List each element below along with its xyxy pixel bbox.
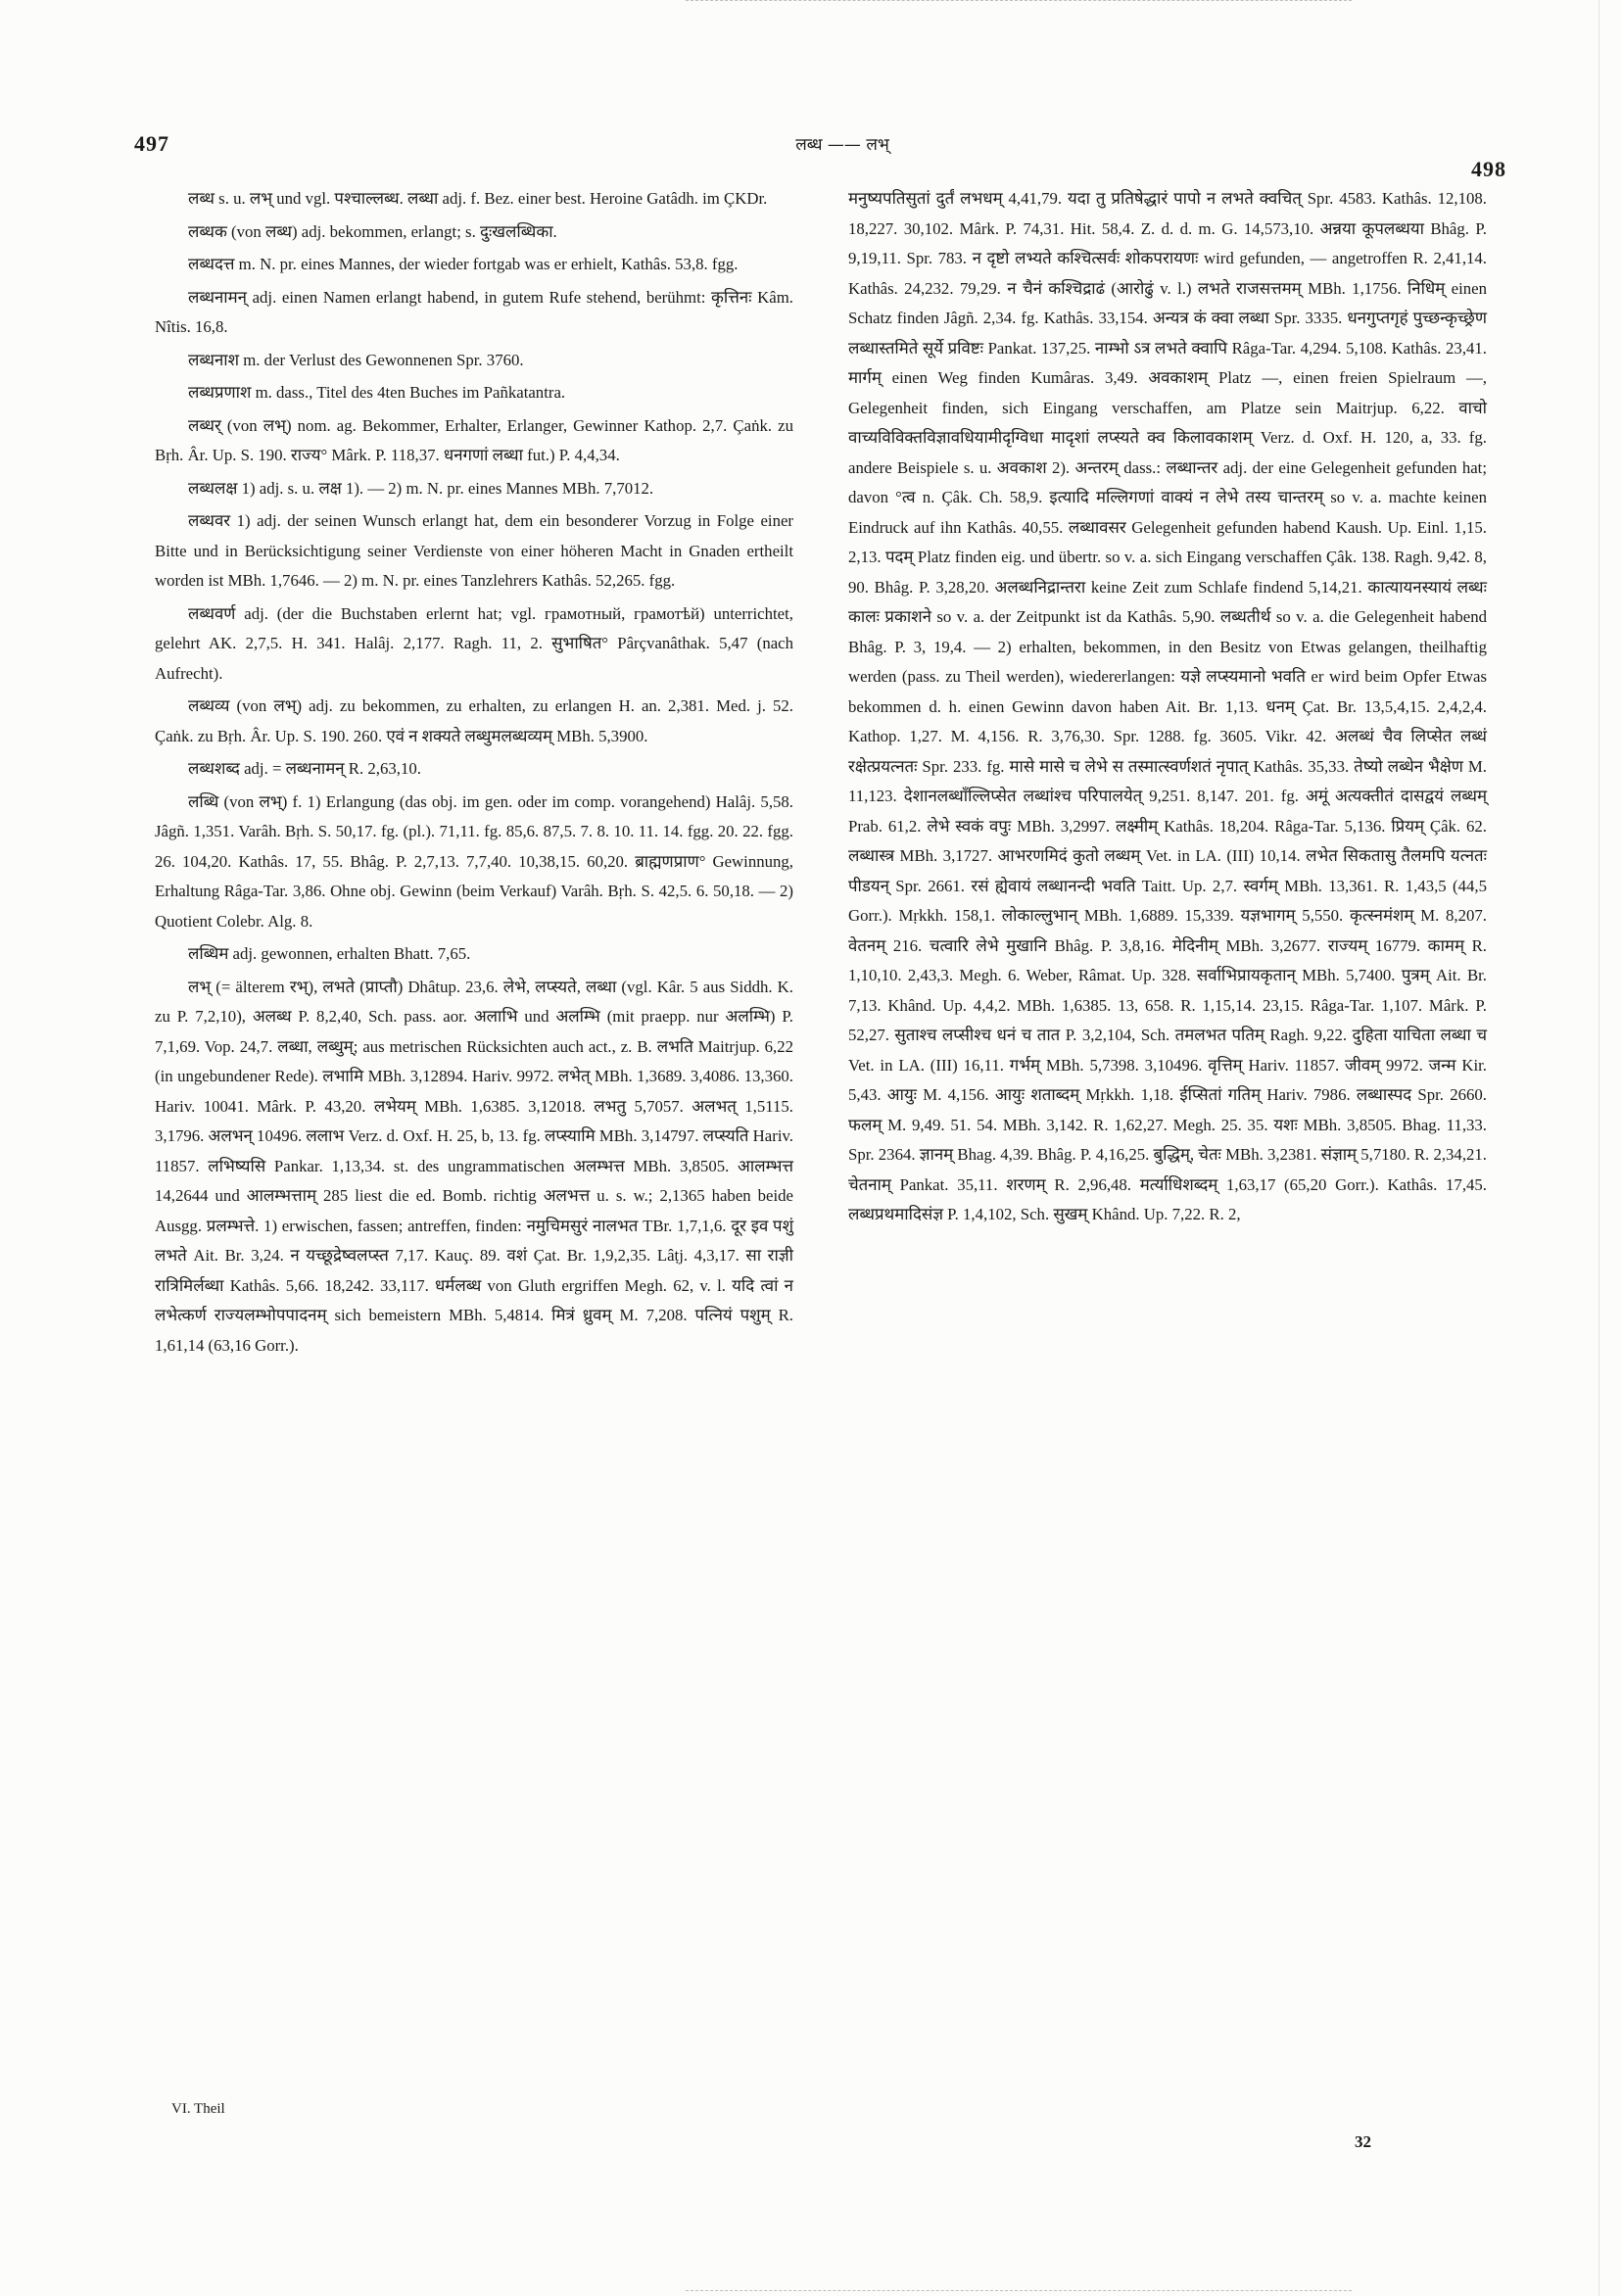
right-column [848,184,1487,1233]
entry-labdhashabda: लब्धशब्द adj. = लब्धनामन् R. 2,63,10. [188,759,421,778]
entry-labdhavarna: लब्धवर्ण adj. (der die Buchstaben erlernt hat; vgl. грамотный, грамотѣй) unterrichtet, gelehrt AK. 2,7,5. H. 341. Halâj. 2,177. Ragh. 11, 2. सुभाषित° Pârçvanâthak. 5,47 (nach Aufrecht). [155,603,793,683]
sheet-number: 32 [1355,2132,1371,2151]
right-scan-edge [1598,0,1599,2296]
entry-labh-continued: मनुष्यपतिसुतां दुर्तं लभधम् 4,41,79. यदा तु प्रतिषेद्धारं पापो न लभते क्वचित् Spr. 4583. Kathâs. 12,108. 18,227. 30,102. Mârk. P. 74,31. Hit. 58,4. Z. d. d. m. G. 14,573,10. अन्नया कूपलब्धया Bhâg. P. 9,19,11. Spr. 783. न दृष्टो लभ्यते कश्चित्सर्वः शोकपरायणः wird gefunden, — angetroffen R. 2,41,14. Kathâs. 24,232. 79,29. न चैनं कश्चिद्राढं (आरोढुं v. l.) लभते राजसत्तमम् MBh. 1,1756. निधिम् einen Schatz finden Jâgñ. 2,34. fg. Kathâs. 33,154. अन्यत्र कं क्वा लब्धा Spr. 3335. धनगुप्तगृहं पुच्छन्कृच्छ्रेण लब्धास्तमिते सूर्ये प्रविष्टः Pankat. 137,25. नाम्भो ऽत्र लभते क्वापि Râga-Tar. 4,294. 5,108. Kathâs. 23,41. मार्गम् einen Weg finden Kumâras. 3,49. अवकाशम् Platz —, einen freien Spielraum —, Gelegenheit finden, sich Eingang verschaffen, am Platze sein Maitrjup. 6,22. वाचो वाच्यविविक्तविज्ञावधियामीदृग्विधा मादृशां लप्स्यते क्व किलावकाशम् Verz. d. Oxf. H. 120, a, 33. fg. andere Beispiele s. u. अवकाश 2). अन्तरम् dass.: लब्धान्तर adj. der eine Gelegenheit gefunden hat; davon °त्व n. Çâk. Ch. 58,9. इत्यादि मल्लिगणां वाक्यं न लेभे तस्य चान्तरम् so v. a. machte keinen Eindruck auf ihn Kathâs. 40,55. लब्धावसर Gelegenheit gefunden habend Kaush. Up. Einl. 1,15. 2,13. पदम् Platz finden eig. und übertr. so v. a. sich Eingang verschaffen Çâk. 138. Ragh. 9,42. 8, 90. Bhâg. P. 3,28,20. अलब्धनिद्रान्तरा keine Zeit zum Schlafe findend 5,14,21. कात्यायनस्यायं लब्धः कालः प्रकाशने so v. a. der Zeitpunkt ist da Kathâs. 5,90. लब्धतीर्थ so v. a. die Gelegenheit habend Bhâg. P. 3, 19,4. — 2) erhalten, bekommen, in den Besitz von Etwas gelangen, theilhaftig werden (pass. zu Theil werden), wiedererlangen: यज्ञे लप्स्यमानो भवति er wird beim Opfer Etwas bekommen d. h. einen Gewinn davon haben Ait. Br. 1,13. धनम् Çat. Br. 13,5,4,15. 2,4,2,4. Kathop. 1,27. M. 4,156. R. 3,76,30. Spr. 1288. fg. 3605. Vikr. 42. अलब्धं चैव लिप्सेत लब्धं रक्षेत्प्रयत्नतः Spr. 233. fg. मासे मासे च लेभे स तस्मात्स्वर्णशतं नृपात् Kathâs. 35,33. तेष्यो लब्धेन भैक्षेण M. 11,123. देशानलब्धाँल्लिप्सेत लब्धांश्च परिपालयेत् 9,251. 8,147. 201. fg. अमूं अत्यक्तीतं दासद्वयं लब्धम् Prab. 61,2. लेभे स्वकं वपुः MBh. 3,2997. लक्ष्मीम् Kathâs. 18,204. Râga-Tar. 5,136. प्रियम् Çâk. 62. लब्धास्त्र MBh. 3,1727. आभरणमिदं कुतो लब्धम् Vet. in LA. (III) 10,14. लभेत सिकतासु तैलमपि यत्नतः पीडयन् Spr. 2661. रसं ह्येवायं लब्धानन्दी भवति Taitt. Up. 2,7. स्वर्गम् MBh. 13,361. R. 1,43,5 (44,5 Gorr.). Mṛkkh. 158,1. लोकाल्लुभान् MBh. 1,6889. 15,339. यज्ञभागम् 5,550. कृत्स्नमंशम् M. 8,207. वेतनम् 216. चत्वारि लेभे मुखानि Bhâg. P. 3,8,16. मेदिनीम् MBh. 3,2677. राज्यम् 16779. कामम् R. 1,10,10. 2,43,3. Megh. 6. Weber, Râmat. Up. 328. सर्वाभिप्रायकृतान् MBh. 5,7400. पुत्रम् Ait. Br. 7,13. Khând. Up. 4,4,2. MBh. 1,6385. 13, 658. R. 1,15,14. 23,15. Râga-Tar. 1,107. Mârk. P. 52,27. सुताश्च लप्सीश्च धनं च तात P. 3,2,104, Sch. तमलभत पतिम् Ragh. 9,22. दुहिता याचिता लब्धा च Vet. in LA. (III) 16,11. गर्भम् MBh. 5,7398. 3,10496. वृत्तिम् Hariv. 11857. जीवम् 9972. जन्म Kir. 5,43. आयुः M. 4,156. आयुः शताब्दम् Mṛkkh. 1,18. ईप्सितां गतिम् Hariv. 7986. लब्धास्पद Spr. 2660. फलम् M. 9,49. 51. 54. MBh. 3,142. R. 1,62,27. Megh. 25. 35. यशः MBh. 3,8505. Bhag. 11,33. Spr. 2364. ज्ञानम् Bhag. 4,39. Bhâg. P. 4,16,25. बुद्धिम्, चेतः MBh. 3,2381. संज्ञाम् 5,7180. R. 2,34,21. चेतनाम् Pankat. 35,11. शरणम् R. 2,96,48. मर्त्याधिशब्दम् 1,63,17 (65,20 Gorr.). Kathâs. 17,45. लब्धप्रथमादिसंज्ञ P. 1,4,102, Sch. सुखम् Khând. Up. 7,22. R. 2, [848,189,1487,1223]
entry-labdha: लब्ध s. u. लभ् und vgl. पश्चाल्लब्ध. लब्धा adj. f. Bez. einer best. Heroine Gatâdh. im ÇKDr. [188,189,768,208]
entry-labdhavara: लब्धवर 1) adj. der seinen Wunsch erlangt hat, dem ein besonderer Vorzug in Folge einer Bitte und in Berücksichtigung seiner Verdienste von einer höheren Macht in Gnaden ertheilt worden ist MBh. 1,7646. — 2) m. N. pr. eines Tanzlehrers Kathâs. 52,265. fgg. [155,511,793,590]
volume-signature: VI. Theil [171,2101,225,2117]
entry-labdhi: लब्धि (von लभ्) f. 1) Erlangung (das obj. im gen. oder im comp. vorangehend) Halâj. 5,58. Jâgñ. 1,351. Varâh. Bṛh. S. 50,17. fg. (pl.). 71,11. fg. 85,6. 87,5. 7. 8. 10. 11. 14. fgg. 20. 22. fgg. 26. 104,20. Kathâs. 17, 55. Bhâg. P. 2,7,13. 7,7,40. 10,38,15. 60,20. ब्राह्मणप्राण° Gewinnung, Erhaltung Râga-Tar. 3,86. Ohne obj. Gewinn (beim Verkauf) Varâh. Bṛh. S. 42,5. 6. 50,18. — 2) Quotient Colebr. Alg. 8. [155,791,793,931]
entry-labdhima: लब्धिम adj. gewonnen, erhalten Bhatt. 7,65. [188,944,471,963]
top-scan-edge [686,0,1352,1]
entry-labdhadatta: लब्धदत्त m. N. pr. eines Mannes, der wieder fortgab was er erhielt, Kathâs. 53,8. fgg. [188,255,739,273]
entry-labdhavya: लब्धव्य (von लभ्) adj. zu bekommen, zu erhalten, zu erlangen H. an. 2,381. Med. j. 52. Çaṅk. zu Bṛh. Âr. Up. S. 190. 260. एवं न शक्यते लब्धुमलब्धव्यम् MBh. 5,3900. [155,696,793,745]
left-page-number: 497 [134,131,169,156]
bottom-scan-edge [686,2290,1352,2291]
entry-labh: लभ् (= älterem रभ्), लभते (प्राप्तौ) Dhâtup. 23,6. लेभे, लप्स्यते, लब्धा (vgl. Kâr. 5 aus Siddh. K. zu P. 7,2,10), अलब्ध P. 8,2,40, Sch. pass. aor. अलाभि und अलम्भि (mit praepp. nur अलम्भि) P. 7,1,69. Vop. 24,7. लब्धा, लब्धुम्; aus metrischen Rücksichten auch act., z. B. लभति Maitrjup. 6,22 (in ungebundener Rede). लभामि MBh. 3,12894. Hariv. 9972. लभेत् MBh. 1,3689. 3,4086. 13,360. Hariv. 10041. Mârk. P. 43,20. लभेयम् MBh. 1,6385. 3,12018. लभतु 5,7057. अलभत् 1,5115. 3,1796. अलभन् 10496. ललाभ Verz. d. Oxf. H. 25, b, 13. fg. लप्स्यामि MBh. 3,14797. लप्स्यति Hariv. 11857. लभिष्यसि Pankar. 1,13,34. st. des ungrammatischen अलम्भत्त MBh. 3,8505. आलम्भत्त 14,2644 und आलम्भत्ताम् 285 liest die ed. Bomb. richtig अलभत्त u. s. w.; 2,1365 haben beide Ausgg. प्रलम्भत्ते. 1) erwischen, fassen; antreffen, finden: नमुचिमसुरं नालभत TBr. 1,7,1,6. दूर इव पशुं लभते Ait. Br. 3,24. न यच्छूद्रेष्वलप्स्त 7,17. Kauç. 89. वशं Çat. Br. 1,9,2,35. Lâṭj. 4,3,17. सा राज्ञी रात्रिमिर्लब्धा Kathâs. 5,66. 18,242. 33,117. धर्मलब्ध von Gluth ergriffen Megh. 62, v. l. यदि त्वां न लभेत्कर्ण राज्यलम्भोपपादनम् sich bemeistern MBh. 5,4814. मित्रं ध्रुवम् M. 7,208. पत्नियं पशुम् R. 1,61,14 (63,16 Gorr.). [155,977,793,1355]
entry-labdhanaman: लब्धनामन् adj. einen Namen erlangt habend, in gutem Rufe stehend, berühmt: कृत्तिनः Kâm. Nîtis. 16,8. [155,287,793,336]
entry-labdhapranasha: लब्धप्रणाश m. dass., Titel des 4ten Buches im Pañkatantra. [188,383,566,402]
entry-labdhanasha: लब्धनाश m. der Verlust des Gewonnenen Spr. 3760. [188,350,524,369]
running-head: लब्ध —— लभ् [795,135,889,155]
entry-labdhar: लब्धर् (von लभ्) nom. ag. Bekommer, Erhalter, Erlanger, Gewinner Kathop. 2,7. Çaṅk. zu Bṛh. Âr. Up. S. 190. राज्य° Mârk. P. 118,37. धनगणां लब्धा fut.) P. 4,4,34. [155,415,793,464]
left-column [155,184,793,1363]
right-page-number: 498 [1471,157,1506,181]
entry-labdhaka: लब्धक (von लब्ध) adj. bekommen, erlangt; s. दुःखलब्धिका. [188,221,557,241]
entry-labdhalaksha: लब्धलक्ष 1) adj. s. u. लक्ष 1). — 2) m. N. pr. eines Mannes MBh. 7,7012. [188,478,654,498]
